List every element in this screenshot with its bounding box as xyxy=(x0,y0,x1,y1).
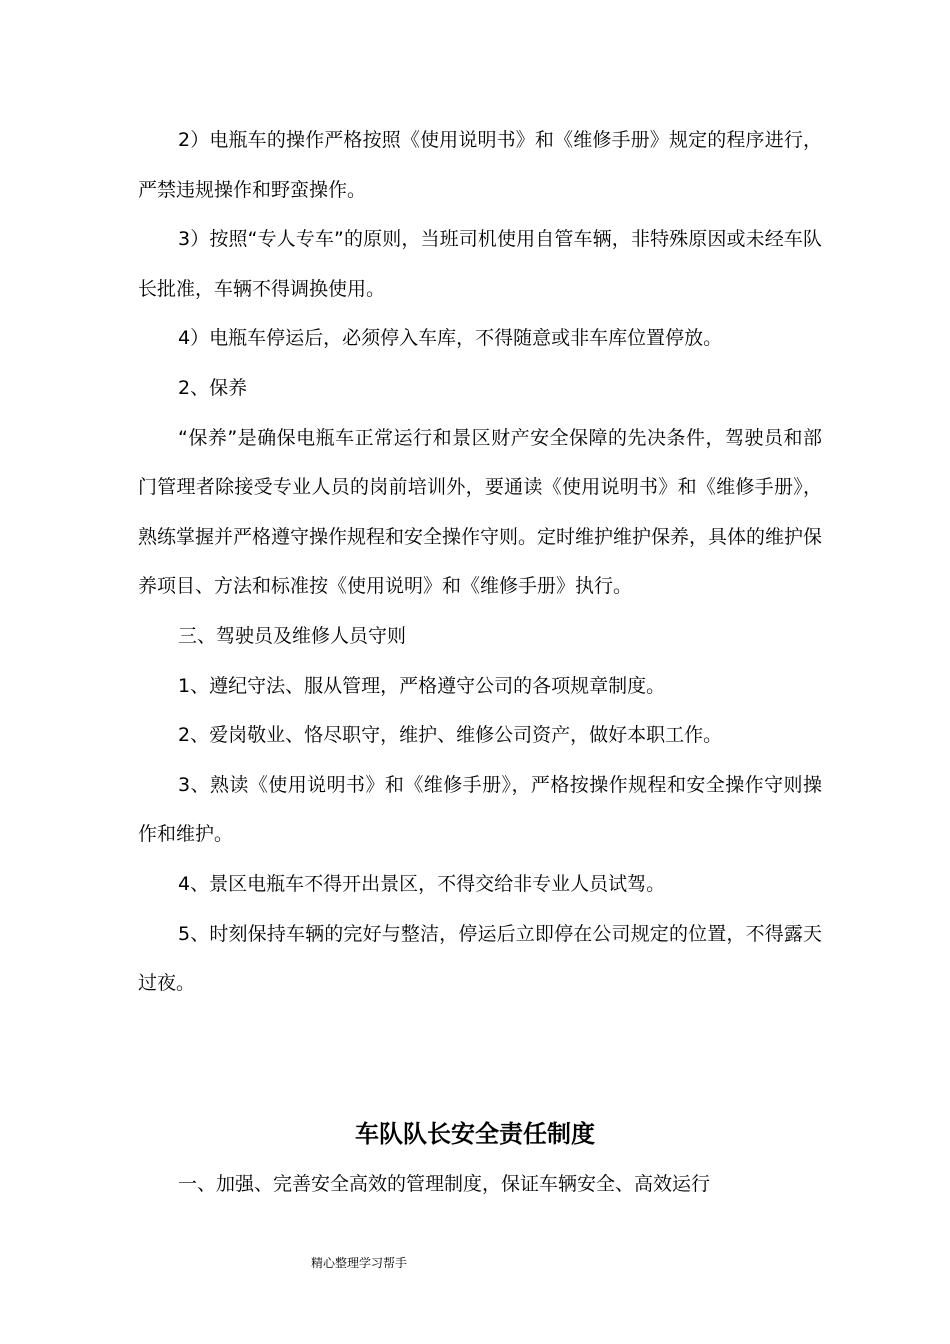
paragraph-operation-rule: 2）电瓶车的操作严格按照《使用说明书》和《维修手册》规定的程序进行，严禁违规操作和野蛮操作。 xyxy=(138,129,822,201)
rule-item-1: 1、遵纪守法、服从管理，严格遵守公司的各项规章制度。 xyxy=(178,674,666,697)
paragraph-dedicated-driver-rule: 3）按照“专人专车”的原则，当班司机使用自管车辆，非特殊原因或未经车队长批准，车辆不得调换使用。 xyxy=(138,228,822,300)
heading-driver-rules: 三、驾驶员及维修人员守则 xyxy=(178,624,407,647)
heading-maintenance: 2、保养 xyxy=(178,376,248,399)
page-footer: 精心整理学习帮手 xyxy=(311,1256,408,1270)
rule-item-4: 4、景区电瓶车不得开出景区，不得交给非专业人员试驾。 xyxy=(178,872,666,895)
rule-item-5: 5、时刻保持车辆的完好与整洁，停运后立即停在公司规定的位置，不得露天过夜。 xyxy=(138,922,822,995)
rule-item-3: 3、熟读《使用说明书》和《维修手册》，严格按操作规程和安全操作守则操作和维护。 xyxy=(138,773,822,846)
document-title: 车队队长安全责任制度 xyxy=(355,1120,595,1148)
section-first-line: 一、加强、完善安全高效的管理制度，保证车辆安全、高效运行 xyxy=(178,1173,711,1195)
document-body xyxy=(138,116,822,1009)
rule-item-2: 2、爱岗敬业、恪尽职守，维护、维修公司资产，做好本职工作。 xyxy=(178,724,723,747)
paragraph-maintenance: “保养”是确保电瓶车正常运行和景区财产安全保障的先决条件，驾驶员和部门管理者除接受专业人员的岗前培训外，要通读《使用说明书》和《维修手册》，熟练掌握并严格遵守操作规程和安全操作守则。定时维护维护保养，具体的维护保养项目、方法和标准按《使用说明》和《维修手册》执行。 xyxy=(138,426,823,598)
paragraph-parking-rule: 4）电瓶车停运后，必须停入车库，不得随意或非车库位置停放。 xyxy=(178,327,723,350)
